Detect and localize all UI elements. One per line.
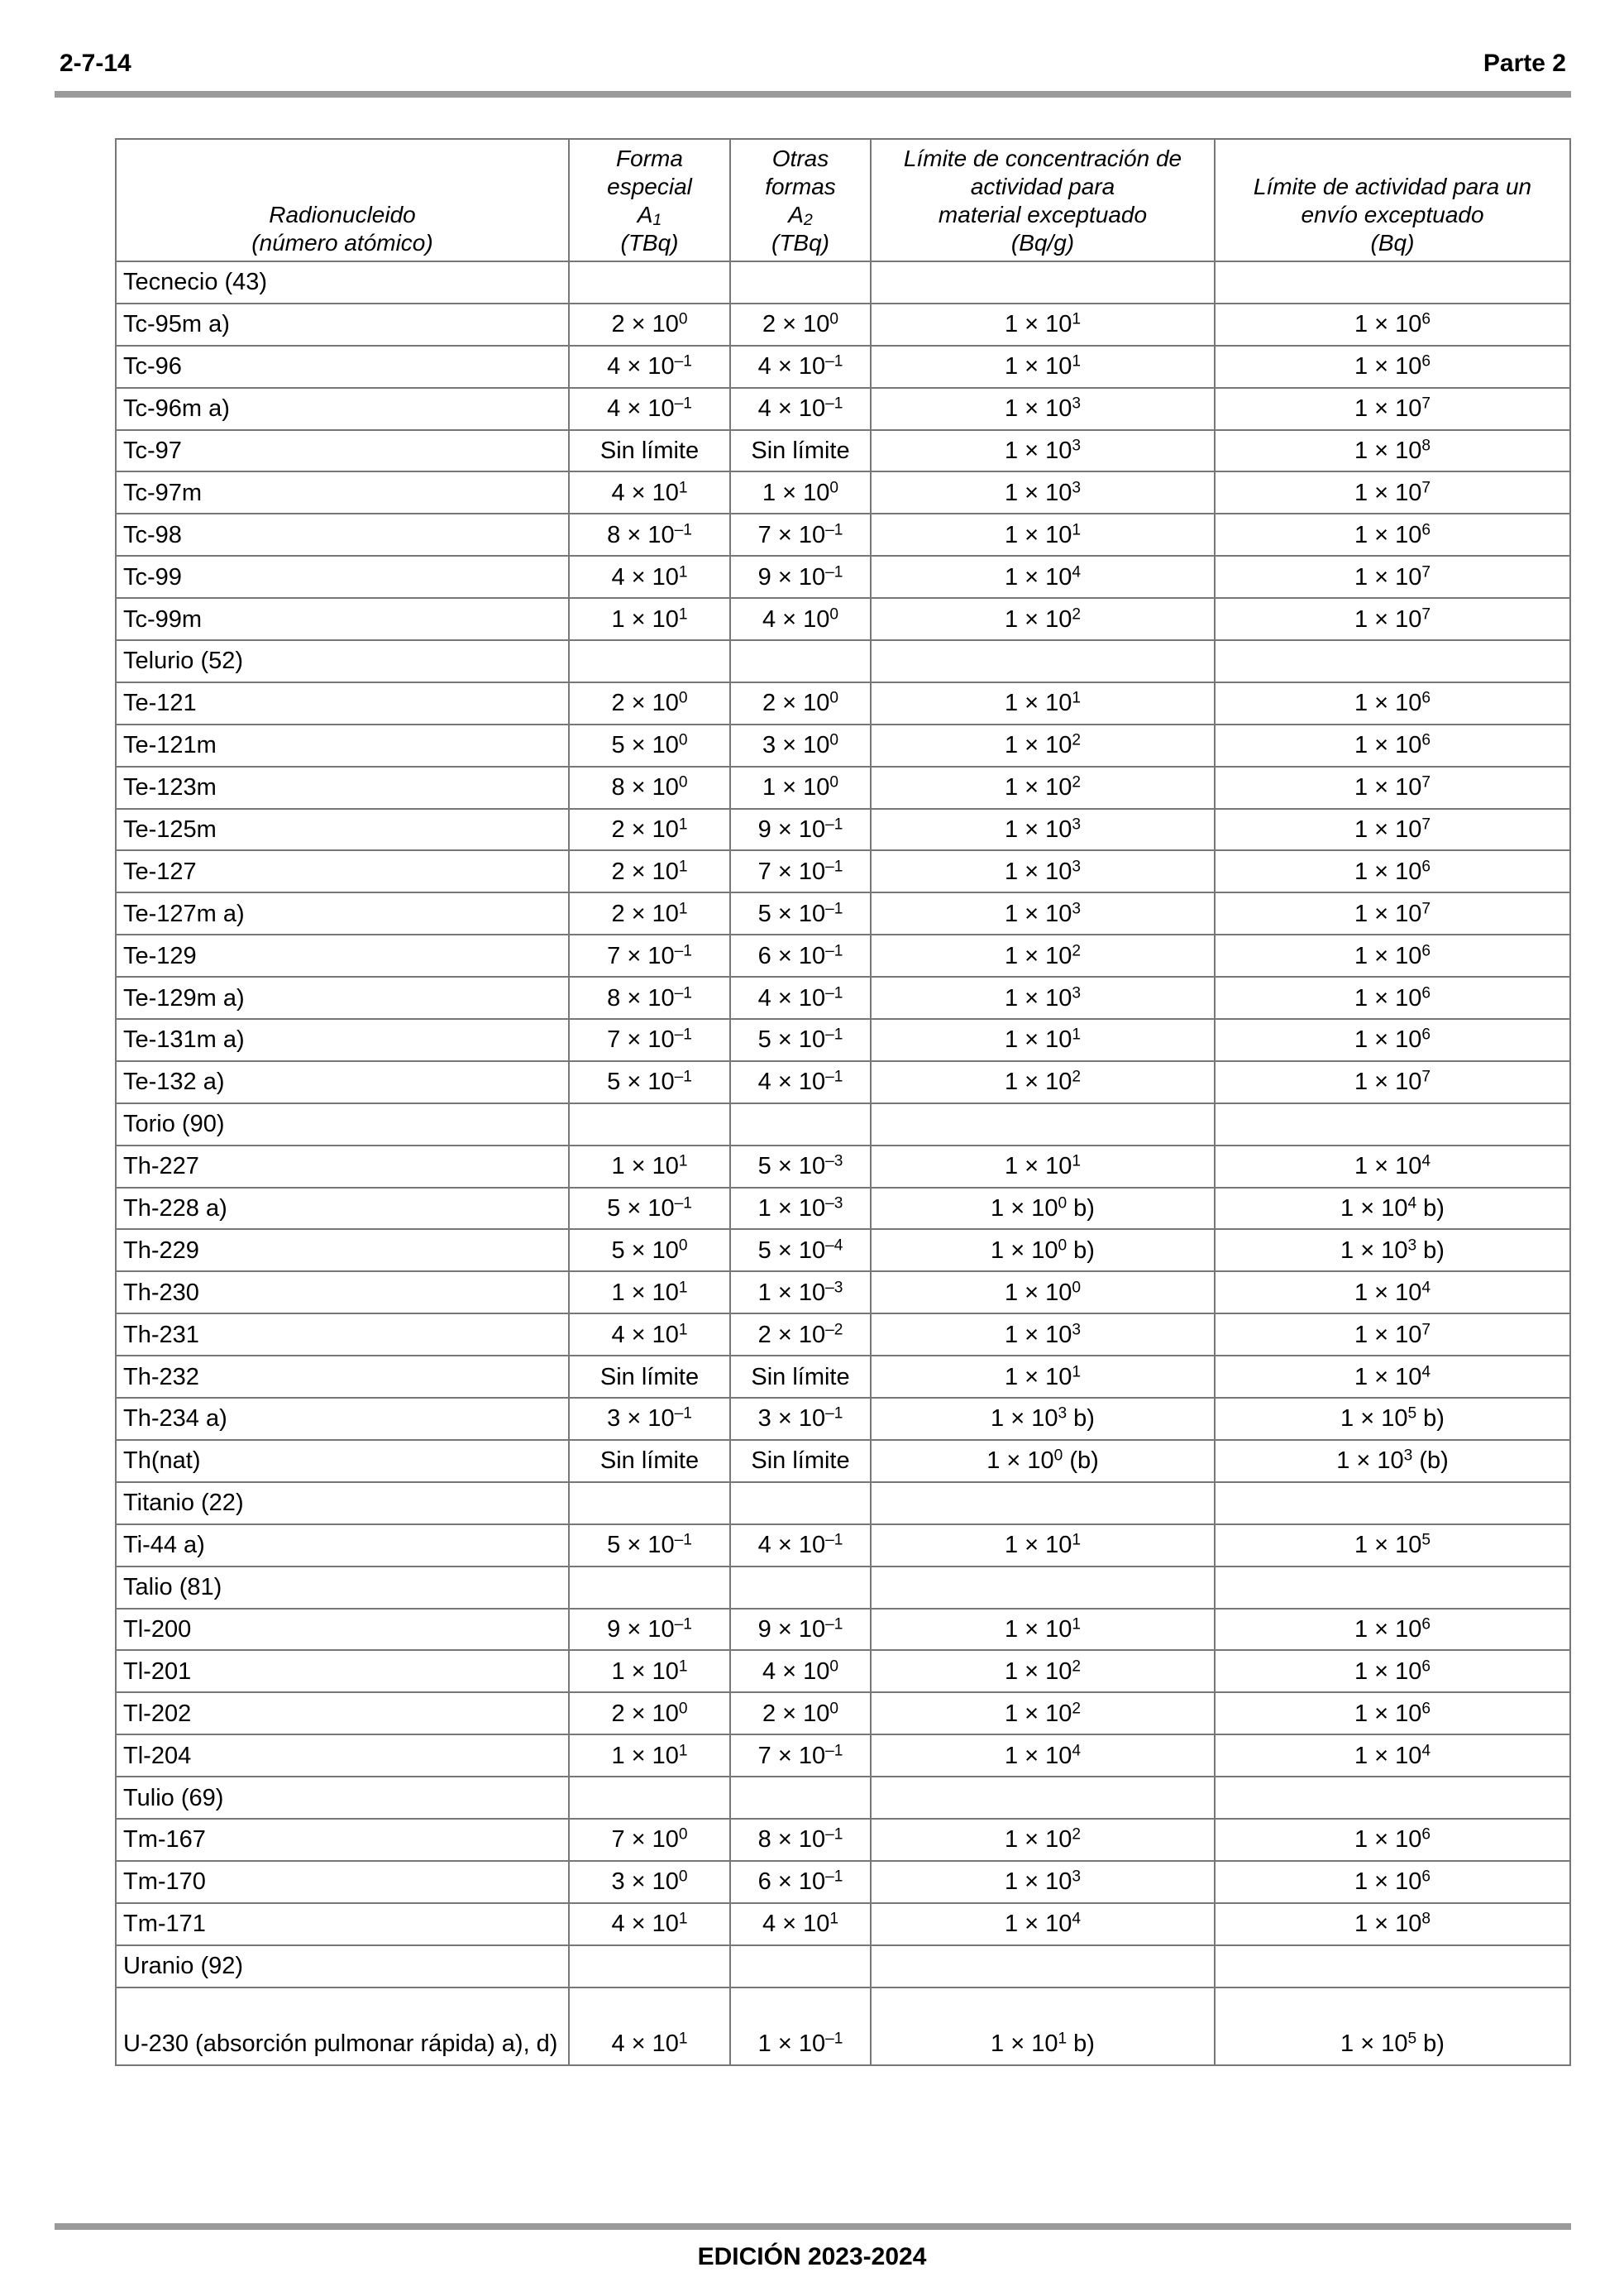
consignment-limit-cell: $1 \times 10^8$ [1215, 430, 1570, 472]
a2-cell: $7 \times 10^{-1}$ [730, 1734, 871, 1777]
a2-cell: Sin límite [730, 1356, 871, 1398]
concentration-limit-cell: $1 \times 10^1$ b) [871, 1987, 1215, 2065]
a1-cell [569, 640, 730, 682]
radionuclide-cell: Tl-201 [116, 1650, 569, 1692]
a1-cell: Sin límite [569, 1440, 730, 1482]
a2-cell: $4 \times 10^0$ [730, 598, 871, 640]
table-row [116, 430, 1570, 472]
concentration-limit-cell: $1 \times 10^3$ [871, 1861, 1215, 1903]
radionuclide-cell: Te-127m a) [116, 892, 569, 935]
a2-cell: $4 \times 10^0$ [730, 1650, 871, 1692]
a1-cell: Sin límite [569, 1356, 730, 1398]
consignment-limit-cell: $1 \times 10^7$ [1215, 892, 1570, 935]
consignment-limit-cell [1215, 1103, 1570, 1146]
consignment-limit-cell: $1 \times 10^6$ [1215, 1650, 1570, 1692]
concentration-limit-cell: $1 \times 10^2$ [871, 1061, 1215, 1103]
radionuclide-cell: Te-125m [116, 809, 569, 851]
a2-cell: $4 \times 10^{-1}$ [730, 346, 871, 388]
radionuclide-cell: Tl-200 [116, 1609, 569, 1651]
a1-cell: $2 \times 10^0$ [569, 304, 730, 346]
element-group-row [116, 640, 1570, 682]
consignment-limit-cell: $1 \times 10^6$ [1215, 514, 1570, 556]
a2-cell: $4 \times 10^{-1}$ [730, 1524, 871, 1567]
radionuclide-cell: Tc-97 [116, 430, 569, 472]
element-name-cell: Tulio (69) [116, 1777, 569, 1819]
part-label: Parte 2 [1483, 50, 1566, 77]
concentration-limit-cell: $1 \times 10^2$ [871, 725, 1215, 767]
radionuclide-cell: Tc-96m a) [116, 388, 569, 430]
consignment-limit-cell: $1 \times 10^7$ [1215, 598, 1570, 640]
consignment-limit-cell: $1 \times 10^7$ [1215, 1313, 1570, 1356]
element-name-cell: Titanio (22) [116, 1482, 569, 1524]
a1-cell: $5 \times 10^0$ [569, 725, 730, 767]
concentration-limit-cell: $1 \times 10^3$ [871, 892, 1215, 935]
a2-cell: $6 \times 10^{-1}$ [730, 935, 871, 977]
radionuclide-cell: Th-231 [116, 1313, 569, 1356]
concentration-limit-cell: $1 \times 10^3$ [871, 1313, 1215, 1356]
concentration-limit-cell: $1 \times 10^2$ [871, 1650, 1215, 1692]
element-name-cell: Telurio (52) [116, 640, 569, 682]
table-row [116, 1019, 1570, 1061]
a2-cell: $9 \times 10^{-1}$ [730, 809, 871, 851]
a1-cell [569, 1567, 730, 1609]
element-group-row [116, 1482, 1570, 1524]
table-row [116, 1188, 1570, 1230]
footer-rule [55, 2223, 1571, 2230]
a1-cell: $4 \times 10^1$ [569, 1313, 730, 1356]
a2-cell [730, 1103, 871, 1146]
table-row [116, 1692, 1570, 1734]
a2-cell [730, 1945, 871, 1987]
a1-cell: $1 \times 10^1$ [569, 1146, 730, 1188]
element-name-cell: Torio (90) [116, 1103, 569, 1146]
a1-cell: $4 \times 10^1$ [569, 471, 730, 514]
a2-cell: $9 \times 10^{-1}$ [730, 556, 871, 598]
header-radionuclide: Radionucleido (número atómico) [116, 139, 569, 261]
table-row [116, 1356, 1570, 1398]
a1-cell: $5 \times 10^0$ [569, 1229, 730, 1271]
consignment-limit-cell [1215, 261, 1570, 304]
consignment-limit-cell: $1 \times 10^6$ [1215, 725, 1570, 767]
element-group-row [116, 1567, 1570, 1609]
radionuclide-cell: Th(nat) [116, 1440, 569, 1482]
radionuclide-cell: Te-132 a) [116, 1061, 569, 1103]
a1-cell: $3 \times 10^0$ [569, 1861, 730, 1903]
a2-cell [730, 640, 871, 682]
concentration-limit-cell: $1 \times 10^1$ [871, 1524, 1215, 1567]
consignment-limit-cell: $1 \times 10^6$ [1215, 304, 1570, 346]
concentration-limit-cell: $1 \times 10^1$ [871, 514, 1215, 556]
consignment-limit-cell: $1 \times 10^5$ [1215, 1524, 1570, 1567]
table-row [116, 1313, 1570, 1356]
a2-cell: $8 \times 10^{-1}$ [730, 1819, 871, 1861]
radionuclide-cell: Tc-95m a) [116, 304, 569, 346]
consignment-limit-cell: $1 \times 10^6$ [1215, 346, 1570, 388]
a2-cell: $1 \times 10^{-1}$ [730, 1987, 871, 2065]
radionuclide-cell: Th-232 [116, 1356, 569, 1398]
radionuclide-cell: Tc-97m [116, 471, 569, 514]
a2-cell: $5 \times 10^{-1}$ [730, 1019, 871, 1061]
concentration-limit-cell: $1 \times 10^4$ [871, 1734, 1215, 1777]
radionuclide-cell: Tc-98 [116, 514, 569, 556]
a1-cell: $2 \times 10^1$ [569, 892, 730, 935]
consignment-limit-cell: $1 \times 10^3$ b) [1215, 1229, 1570, 1271]
a2-cell: $2 \times 10^0$ [730, 304, 871, 346]
a2-cell: $4 \times 10^1$ [730, 1903, 871, 1945]
concentration-limit-cell [871, 1945, 1215, 1987]
table-header-row [116, 139, 1570, 261]
a1-cell [569, 1777, 730, 1819]
element-group-row [116, 1103, 1570, 1146]
concentration-limit-cell: $1 \times 10^2$ [871, 767, 1215, 809]
a2-cell: $2 \times 10^0$ [730, 682, 871, 725]
consignment-limit-cell: $1 \times 10^6$ [1215, 850, 1570, 892]
table-row [116, 1734, 1570, 1777]
radionuclide-cell: Tl-204 [116, 1734, 569, 1777]
a2-cell: $1 \times 10^0$ [730, 471, 871, 514]
concentration-limit-cell: $1 \times 10^1$ [871, 1356, 1215, 1398]
table-row [116, 1440, 1570, 1482]
concentration-limit-cell: $1 \times 10^4$ [871, 556, 1215, 598]
page-header [55, 46, 1571, 88]
a1-cell: $7 \times 10^0$ [569, 1819, 730, 1861]
concentration-limit-cell: $1 \times 10^1$ [871, 346, 1215, 388]
a1-cell: $1 \times 10^1$ [569, 1734, 730, 1777]
a2-cell: $5 \times 10^{-3}$ [730, 1146, 871, 1188]
radionuclide-cell: Th-234 a) [116, 1398, 569, 1440]
a2-cell: $5 \times 10^{-4}$ [730, 1229, 871, 1271]
radionuclide-cell: Te-131m a) [116, 1019, 569, 1061]
concentration-limit-cell [871, 1777, 1215, 1819]
table-row [116, 767, 1570, 809]
radionuclide-cell: Tl-202 [116, 1692, 569, 1734]
concentration-limit-cell [871, 1103, 1215, 1146]
consignment-limit-cell: $1 \times 10^5$ b) [1215, 1987, 1570, 2065]
consignment-limit-cell [1215, 1482, 1570, 1524]
concentration-limit-cell: $1 \times 10^1$ [871, 682, 1215, 725]
consignment-limit-cell: $1 \times 10^4$ [1215, 1271, 1570, 1313]
concentration-limit-cell: $1 \times 10^0$ (b) [871, 1440, 1215, 1482]
radionuclide-cell: Te-121 [116, 682, 569, 725]
a1-cell: $5 \times 10^{-1}$ [569, 1061, 730, 1103]
concentration-limit-cell [871, 1567, 1215, 1609]
a1-cell: $3 \times 10^{-1}$ [569, 1398, 730, 1440]
a1-cell [569, 1945, 730, 1987]
element-group-row [116, 1945, 1570, 1987]
concentration-limit-cell: $1 \times 10^1$ [871, 1146, 1215, 1188]
a1-cell [569, 261, 730, 304]
consignment-limit-cell [1215, 1945, 1570, 1987]
table-row [116, 1609, 1570, 1651]
a2-cell: $7 \times 10^{-1}$ [730, 514, 871, 556]
a1-cell: $4 \times 10^1$ [569, 1987, 730, 2065]
radionuclide-cell: Th-229 [116, 1229, 569, 1271]
concentration-limit-cell: $1 \times 10^3$ [871, 471, 1215, 514]
concentration-limit-cell: $1 \times 10^3$ [871, 850, 1215, 892]
consignment-limit-cell: $1 \times 10^8$ [1215, 1903, 1570, 1945]
table-row [116, 1819, 1570, 1861]
table-row [116, 682, 1570, 725]
a1-cell: $2 \times 10^1$ [569, 850, 730, 892]
consignment-limit-cell [1215, 1777, 1570, 1819]
concentration-limit-cell: $1 \times 10^3$ b) [871, 1398, 1215, 1440]
a2-cell: $5 \times 10^{-1}$ [730, 892, 871, 935]
a1-cell: $4 \times 10^{-1}$ [569, 346, 730, 388]
consignment-limit-cell: $1 \times 10^7$ [1215, 556, 1570, 598]
a2-cell: $7 \times 10^{-1}$ [730, 850, 871, 892]
concentration-limit-cell: $1 \times 10^0$ b) [871, 1229, 1215, 1271]
table-row [116, 1271, 1570, 1313]
radionuclide-cell: Tc-99 [116, 556, 569, 598]
a1-cell: $8 \times 10^0$ [569, 767, 730, 809]
header-rule [55, 91, 1571, 98]
edition-footer: EDICIÓN 2023-2024 [697, 2243, 927, 2270]
a2-cell [730, 261, 871, 304]
consignment-limit-cell: $1 \times 10^6$ [1215, 935, 1570, 977]
a2-cell [730, 1777, 871, 1819]
consignment-limit-cell: $1 \times 10^4$ [1215, 1146, 1570, 1188]
a1-cell: $7 \times 10^{-1}$ [569, 935, 730, 977]
header-consignment-limit: Límite de actividad para un envío exceptuado (Bq) [1215, 139, 1570, 261]
a2-cell: $1 \times 10^0$ [730, 767, 871, 809]
radionuclide-cell: U-230 (absorción pulmonar rápida) a), d) [116, 1987, 569, 2065]
table-row [116, 1061, 1570, 1103]
radionuclide-cell: Th-228 a) [116, 1188, 569, 1230]
concentration-limit-cell: $1 \times 10^2$ [871, 935, 1215, 977]
consignment-limit-cell: $1 \times 10^3$ (b) [1215, 1440, 1570, 1482]
table-row [116, 471, 1570, 514]
concentration-limit-cell [871, 640, 1215, 682]
concentration-limit-cell: $1 \times 10^1$ [871, 1609, 1215, 1651]
radionuclide-table [115, 138, 1571, 2066]
a2-cell [730, 1482, 871, 1524]
a2-cell: $4 \times 10^{-1}$ [730, 388, 871, 430]
consignment-limit-cell: $1 \times 10^6$ [1215, 977, 1570, 1019]
a2-cell: $1 \times 10^{-3}$ [730, 1271, 871, 1313]
a1-cell: $5 \times 10^{-1}$ [569, 1524, 730, 1567]
radionuclide-cell: Tc-96 [116, 346, 569, 388]
concentration-limit-cell: $1 \times 10^0$ [871, 1271, 1215, 1313]
table-row [116, 935, 1570, 977]
consignment-limit-cell: $1 \times 10^5$ b) [1215, 1398, 1570, 1440]
concentration-limit-cell: $1 \times 10^1$ [871, 1019, 1215, 1061]
a2-cell: $9 \times 10^{-1}$ [730, 1609, 871, 1651]
concentration-limit-cell [871, 1482, 1215, 1524]
radionuclide-cell: Te-121m [116, 725, 569, 767]
table-body [116, 261, 1570, 2065]
header-concentration-limit: Límite de concentración de actividad para material exceptuado (Bq/g) [871, 139, 1215, 261]
a2-cell: Sin límite [730, 1440, 871, 1482]
table-row [116, 598, 1570, 640]
a1-cell: $1 \times 10^1$ [569, 1650, 730, 1692]
a1-cell: $5 \times 10^{-1}$ [569, 1188, 730, 1230]
concentration-limit-cell [871, 261, 1215, 304]
table-row [116, 1903, 1570, 1945]
element-name-cell: Uranio (92) [116, 1945, 569, 1987]
radionuclide-cell: Tm-171 [116, 1903, 569, 1945]
radionuclide-cell: Th-227 [116, 1146, 569, 1188]
table-row [116, 977, 1570, 1019]
consignment-limit-cell: $1 \times 10^6$ [1215, 1019, 1570, 1061]
consignment-limit-cell: $1 \times 10^4$ [1215, 1734, 1570, 1777]
table-row [116, 809, 1570, 851]
table-row [116, 1398, 1570, 1440]
a2-cell [730, 1567, 871, 1609]
consignment-limit-cell: $1 \times 10^6$ [1215, 1692, 1570, 1734]
table-row [116, 1146, 1570, 1188]
a2-cell: $1 \times 10^{-3}$ [730, 1188, 871, 1230]
table-row [116, 1229, 1570, 1271]
table-row [116, 556, 1570, 598]
concentration-limit-cell: $1 \times 10^4$ [871, 1903, 1215, 1945]
a1-cell: $4 \times 10^1$ [569, 556, 730, 598]
consignment-limit-cell: $1 \times 10^7$ [1215, 767, 1570, 809]
consignment-limit-cell: $1 \times 10^7$ [1215, 1061, 1570, 1103]
consignment-limit-cell: $1 \times 10^7$ [1215, 388, 1570, 430]
concentration-limit-cell: $1 \times 10^2$ [871, 598, 1215, 640]
consignment-limit-cell: $1 \times 10^6$ [1215, 1861, 1570, 1903]
table-row [116, 1987, 1570, 2065]
concentration-limit-cell: $1 \times 10^1$ [871, 304, 1215, 346]
concentration-limit-cell: $1 \times 10^3$ [871, 388, 1215, 430]
table-row [116, 1524, 1570, 1567]
a1-cell [569, 1482, 730, 1524]
a2-cell: Sin límite [730, 430, 871, 472]
a1-cell: $4 \times 10^{-1}$ [569, 388, 730, 430]
a2-cell: $4 \times 10^{-1}$ [730, 1061, 871, 1103]
concentration-limit-cell: $1 \times 10^0$ b) [871, 1188, 1215, 1230]
table-row [116, 388, 1570, 430]
table-row [116, 892, 1570, 935]
consignment-limit-cell: $1 \times 10^7$ [1215, 471, 1570, 514]
element-name-cell: Talio (81) [116, 1567, 569, 1609]
a2-cell: $2 \times 10^0$ [730, 1692, 871, 1734]
a1-cell [569, 1103, 730, 1146]
a2-cell: $6 \times 10^{-1}$ [730, 1861, 871, 1903]
table-row [116, 514, 1570, 556]
concentration-limit-cell: $1 \times 10^3$ [871, 977, 1215, 1019]
radionuclide-cell: Te-127 [116, 850, 569, 892]
table-row [116, 346, 1570, 388]
a1-cell: $1 \times 10^1$ [569, 598, 730, 640]
radionuclide-cell: Te-123m [116, 767, 569, 809]
page-number: 2-7-14 [60, 50, 131, 77]
header-special-form-a1: Forma especial $A_1$ (TBq) [569, 139, 730, 261]
consignment-limit-cell: $1 \times 10^6$ [1215, 682, 1570, 725]
a1-cell: $4 \times 10^1$ [569, 1903, 730, 1945]
radionuclide-cell: Tm-170 [116, 1861, 569, 1903]
element-name-cell: Tecnecio (43) [116, 261, 569, 304]
radionuclide-cell: Te-129m a) [116, 977, 569, 1019]
a1-cell: $2 \times 10^1$ [569, 809, 730, 851]
consignment-limit-cell [1215, 640, 1570, 682]
table-row [116, 304, 1570, 346]
a2-cell: $2 \times 10^{-2}$ [730, 1313, 871, 1356]
table-row [116, 1861, 1570, 1903]
concentration-limit-cell: $1 \times 10^2$ [871, 1819, 1215, 1861]
a1-cell: $2 \times 10^0$ [569, 682, 730, 725]
a1-cell: $7 \times 10^{-1}$ [569, 1019, 730, 1061]
table-row [116, 1650, 1570, 1692]
a1-cell: $1 \times 10^1$ [569, 1271, 730, 1313]
a1-cell: $8 \times 10^{-1}$ [569, 514, 730, 556]
consignment-limit-cell: $1 \times 10^4$ b) [1215, 1188, 1570, 1230]
consignment-limit-cell: $1 \times 10^6$ [1215, 1609, 1570, 1651]
a2-cell: $3 \times 10^0$ [730, 725, 871, 767]
concentration-limit-cell: $1 \times 10^3$ [871, 430, 1215, 472]
radionuclide-cell: Ti-44 a) [116, 1524, 569, 1567]
element-group-row [116, 261, 1570, 304]
table-row [116, 850, 1570, 892]
concentration-limit-cell: $1 \times 10^2$ [871, 1692, 1215, 1734]
radionuclide-cell: Te-129 [116, 935, 569, 977]
a1-cell: Sin límite [569, 430, 730, 472]
element-group-row [116, 1777, 1570, 1819]
consignment-limit-cell: $1 \times 10^7$ [1215, 809, 1570, 851]
a2-cell: $3 \times 10^{-1}$ [730, 1398, 871, 1440]
radionuclide-cell: Tm-167 [116, 1819, 569, 1861]
radionuclide-cell: Tc-99m [116, 598, 569, 640]
a1-cell: $9 \times 10^{-1}$ [569, 1609, 730, 1651]
a1-cell: $2 \times 10^0$ [569, 1692, 730, 1734]
a2-cell: $4 \times 10^{-1}$ [730, 977, 871, 1019]
a1-cell: $8 \times 10^{-1}$ [569, 977, 730, 1019]
consignment-limit-cell: $1 \times 10^4$ [1215, 1356, 1570, 1398]
concentration-limit-cell: $1 \times 10^3$ [871, 809, 1215, 851]
table-row [116, 725, 1570, 767]
consignment-limit-cell [1215, 1567, 1570, 1609]
header-other-forms-a2: Otras formas $A_2$ (TBq) [730, 139, 871, 261]
radionuclide-cell: Th-230 [116, 1271, 569, 1313]
consignment-limit-cell: $1 \times 10^6$ [1215, 1819, 1570, 1861]
